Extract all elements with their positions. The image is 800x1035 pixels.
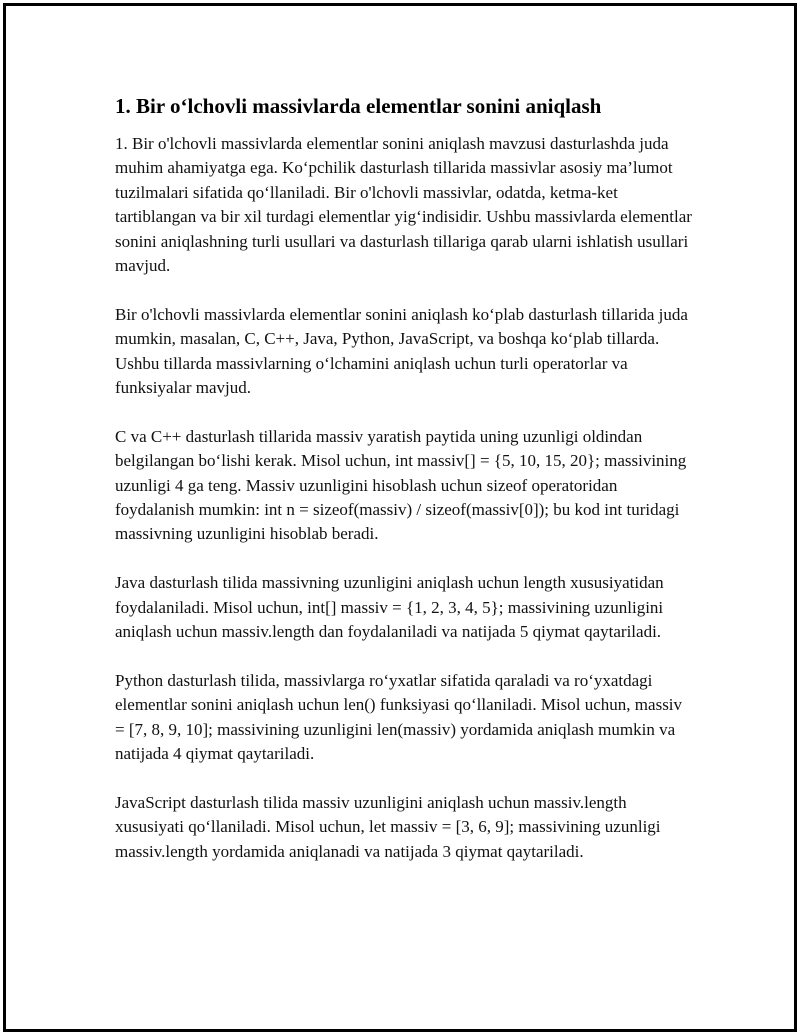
paragraph-intro: 1. Bir o'lchovli massivlarda elementlar sonini aniqlash mavzusi dasturlashda juda muhim ahamiyatga ega. Ko‘pchilik dasturlash tillarida massivlar asosiy ma’lumot tuzilmalari sifatida qo‘llaniladi. Bir o'lchovli massivlar, odatda, ketma-ket tartiblangan va bir xil turdagi elementlar yig‘indisidir. Ushbu massivlarda elementlar sonini aniqlashning turli usullari va dasturlash tillariga qarab ularni ishlatish usullari mavjud. [115,134,692,276]
paragraph-python: Python dasturlash tilida, massivlarga ro‘yxatlar sifatida qaraladi va ro‘yxatdagi elementlar sonini aniqlash uchun len() funksiyasi qo‘llaniladi. Misol uchun, massiv = [7, 8, 9, 10]; massivining uzunligini len(massiv) yordamida aniqlash mumkin va natijada 4 qiymat qaytariladi. [115,670,683,764]
paragraph-javascript: JavaScript dasturlash tilida massiv uzunligini aniqlash uchun massiv.length xususiyati qo‘llaniladi. Misol uchun, let massiv = [3, 6, 9]; massivining uzunligi massiv.length yordamida aniqlanadi va natijada 3 qiymat qaytariladi. [115,792,661,861]
paragraph-c-cpp: C va C++ dasturlash tillarida massiv yaratish paytida uning uzunligi oldindan belgilangan bo‘lishi kerak. Misol uchun, int massiv[] = {5, 10, 15, 20}; massivining uzunligi 4 ga teng. Massiv uzunligini hisoblash uchun sizeof operatoridan foydalanish mumkin: int n = sizeof(massiv) / sizeof(massiv[0]); bu kod int turidagi massivning uzunligini hisoblab beradi. [115,426,687,544]
paragraph-java: Java dasturlash tilida massivning uzunligini aniqlash uchun length xususiyatidan foydalaniladi. Misol uchun, int[] massiv = {1, 2, 3, 4, 5}; massivining uzunligini aniqlash uchun massiv.length dan foydalaniladi va natijada 5 qiymat qaytariladi. [115,573,664,642]
paragraph-languages: Bir o'lchovli massivlarda elementlar sonini aniqlash ko‘plab dasturlash tillarida juda mumkin, masalan, C, C++, Java, Python, JavaScript, va boshqa ko‘plab tillarda. Ushbu tillarda massivlarning o‘lchamini aniqlash uchun turli operatorlar va funksiyalar mavjud. [115,304,688,398]
document-body [115,93,695,889]
document-title: 1. Bir o‘lchovli massivlarda elementlar sonini aniqlash [115,94,602,118]
